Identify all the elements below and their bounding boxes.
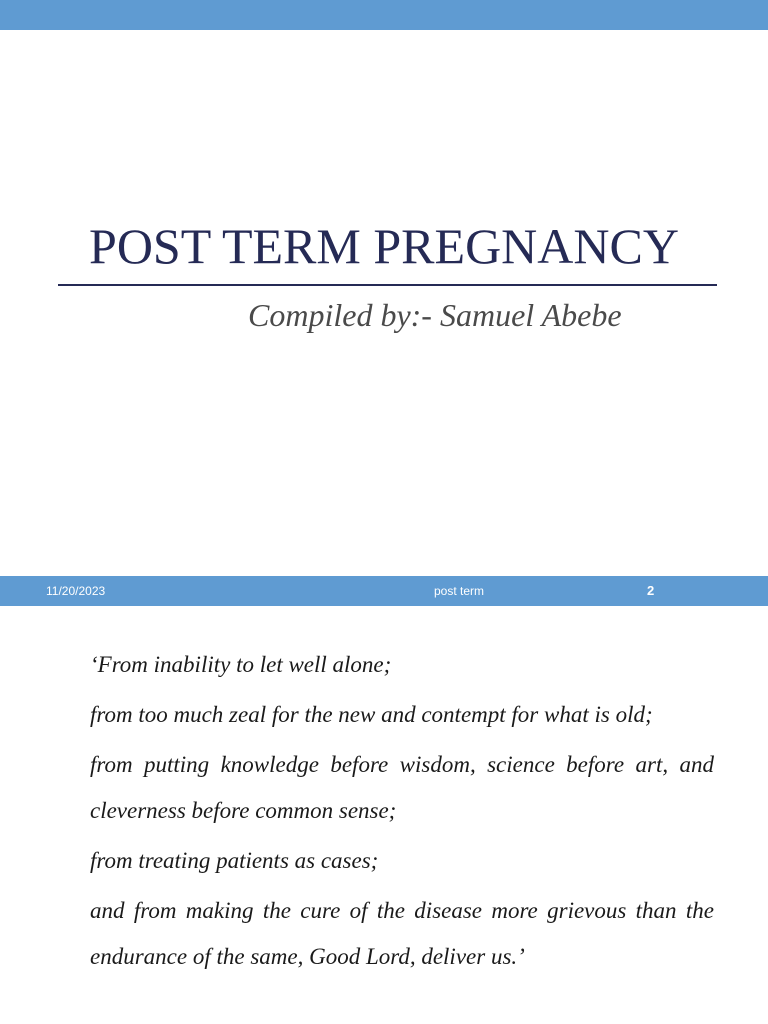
slide-title: POST TERM PREGNANCY [89, 218, 679, 274]
footer-date: 11/20/2023 [46, 584, 106, 598]
quote-line: ‘From inability to let well alone; [90, 652, 392, 677]
quote-line: and from making the cure of the disease more grievous than the endurance of the same, Good Lord, deliver us.’ [90, 898, 714, 969]
footer-page-number: 2 [647, 583, 655, 598]
quote-line: from treating patients as cases; [90, 848, 379, 873]
title-underline [58, 284, 717, 286]
quote-block [90, 642, 714, 980]
quote-line: from putting knowledge before wisdom, science before art, and cleverness before common sense; [90, 752, 714, 823]
quote-line: from too much zeal for the new and contempt for what is old; [90, 702, 653, 727]
slide-subtitle: Compiled by:- Samuel Abebe [248, 297, 622, 333]
slide-footer [0, 576, 768, 606]
footer-topic: post term [434, 584, 485, 598]
top-header-band [0, 0, 768, 30]
